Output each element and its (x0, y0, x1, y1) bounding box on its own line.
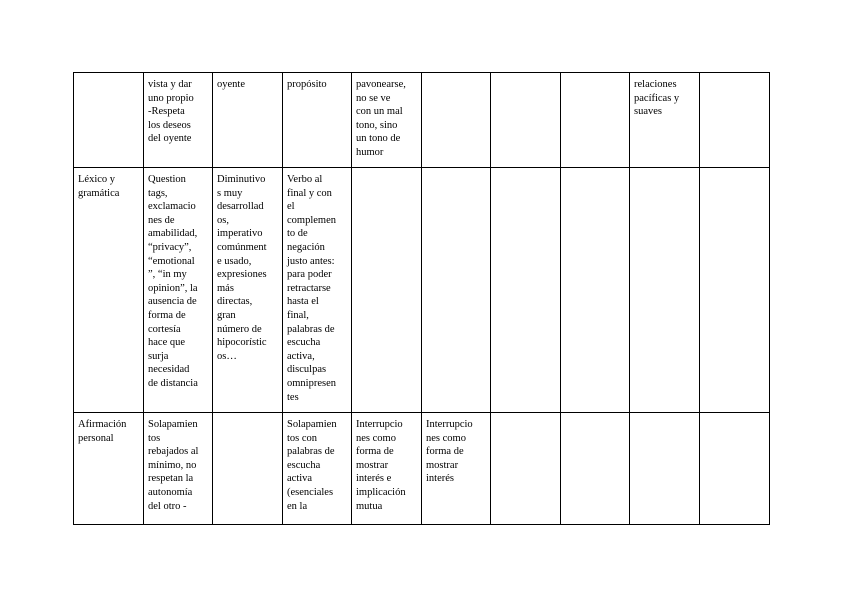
table-cell (422, 168, 491, 413)
table-cell: Solapamien tos rebajados al mínimo, no respetan la autonomía del otro - (144, 413, 213, 525)
table-cell: Interrupcio nes como forma de mostrar interés e implicación mutua (352, 413, 422, 525)
table-cell (74, 73, 144, 168)
table-cell (491, 73, 561, 168)
table-cell (700, 168, 770, 413)
row-header-cell: Léxico y gramática (74, 168, 144, 413)
table-cell: propósito (283, 73, 352, 168)
table-row (74, 73, 770, 168)
row-header-cell: Afirmación personal (74, 413, 144, 525)
table-cell (561, 413, 630, 525)
table-cell (561, 73, 630, 168)
table-cell: Solapamien tos con palabras de escucha activa (esenciales en la (283, 413, 352, 525)
comparison-table (73, 72, 770, 525)
table-cell (700, 413, 770, 525)
table-cell (630, 168, 700, 413)
table-cell (491, 413, 561, 525)
table-cell (561, 168, 630, 413)
table-cell: Verbo al final y con el complemen to de negación justo antes: para poder retractarse hasta el final, palabras de escucha activa, disculpas omnipresen tes (283, 168, 352, 413)
table-row (74, 168, 770, 413)
table-cell: Diminutivo s muy desarrollad os, imperativo comúnment e usado, expresiones más directas, gran número de hipocorístic os… (213, 168, 283, 413)
table-cell: pavonearse, no se ve con un mal tono, sino un tono de humor (352, 73, 422, 168)
table-cell (491, 168, 561, 413)
table-row (74, 413, 770, 525)
table-cell (700, 73, 770, 168)
table-cell: Question tags, exclamacio nes de amabilidad, “privacy”, “emotional ”, “in my opinion”, la ausencia de forma de cortesía hace que surja necesidad de distancia (144, 168, 213, 413)
table-cell: Interrupcio nes como forma de mostrar interés (422, 413, 491, 525)
table-cell: vista y dar uno propio -Respeta los deseos del oyente (144, 73, 213, 168)
table-cell: relaciones pacíficas y suaves (630, 73, 700, 168)
table-cell (630, 413, 700, 525)
table-cell (422, 73, 491, 168)
table-cell (213, 413, 283, 525)
table-cell: oyente (213, 73, 283, 168)
table-cell (352, 168, 422, 413)
